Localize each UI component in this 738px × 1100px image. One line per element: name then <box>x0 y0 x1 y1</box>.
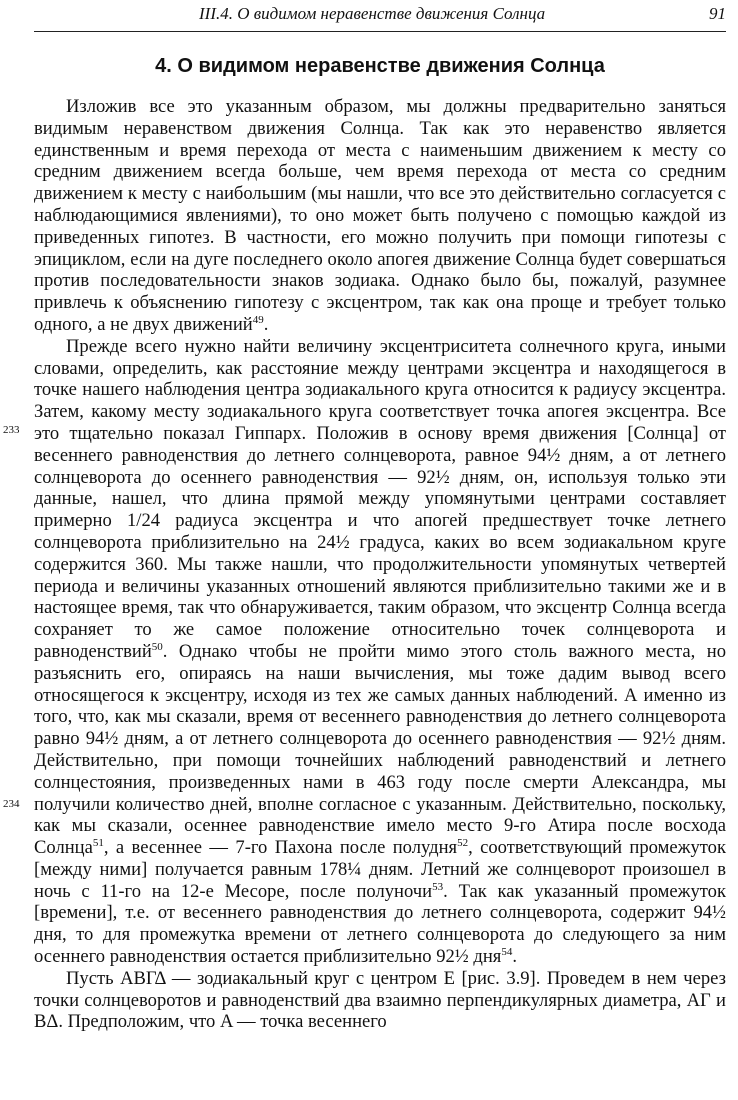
footnote-ref-54: 54 <box>501 945 513 958</box>
page-number: 91 <box>709 4 726 23</box>
paragraph-3: Пусть ΑΒΓΔ — зодиакальный круг с центром Ε [рис. 3.9]. Проведем в нем через точки солнцеворотов и равноденствий два взаимно перпендикулярных диаметра, ΑΓ и ΒΔ. Предположим, что Α — точка весеннего <box>34 967 726 1033</box>
margin-number-234: 234 <box>3 798 20 810</box>
footnote-ref-52: 52 <box>457 836 469 849</box>
paragraph-1: Изложив все это указанным образом, мы должны предварительно заняться видимым неравенством движения Солнца. Так как это неравенство является единственным и время перехода от места с наименьшим движением к месту со средним движением всегда больше, чем время перехода от места со средним движением к месту с наибольшим (мы нашли, что все это действительно согласуется с наблюдающимися явлениями), то оно может быть получено с помощью каждой из приведенных гипотез. В частности, его можно получить при помощи гипотезы с эпициклом, если на дуге последнего около апогея движение Солнца будет совершаться против последовательности знаков зодиака. Однако было бы, пожалуй, разумнее привлечь к объяснению гипотезу с эксцентром, так как она проще и требует только одного, а не двух движений$^{49}$. <box>34 96 726 335</box>
footnote-ref-50: 50 <box>151 640 163 653</box>
footnote-ref-51: 51 <box>92 836 104 849</box>
body-text <box>34 96 726 1033</box>
running-head <box>34 4 726 28</box>
running-head-title: III.4. О видимом неравенстве движения Солнца <box>199 4 546 23</box>
footnote-ref-53: 53 <box>432 880 444 893</box>
margin-number-233: 233 <box>3 424 20 436</box>
footnote-ref-49: 49 <box>252 313 264 326</box>
header-rule <box>34 31 726 32</box>
paragraph-2: Прежде всего нужно найти величину эксцентриситета солнечного круга, иными словами, определить, как расстояние между центрами эксцентра и находящегося в точке нашего наблюдения центра зодиакального круга относится к радиусу эксцентра. Затем, какому месту зодиакального круга соответствует точка апогея эксцентра. Все это тщательно показал Гиппарх. Положив в основу время движения [Солнца] от весеннего равноденствия до летнего солнцеворота, равное 94½ дням, а от летнего солнцеворота до осеннего равноденствия — 92½ дням, он, используя только эти данные, нашел, что длина прямой между упомянутыми центрами составляет примерно 1/24 радиуса эксцентра и что апогей предшествует точке летнего солнцеворота приблизительно на 24½ градуса, каких во всем зодиакальном круге содержится 360. Мы также нашли, что продолжительности упомянутых четвертей периода и величины указанных отношений являются приблизительно такими же и в настоящее время, так что обнаруживается, таким образом, что эксцентр Солнца всегда сохраняет то же самое положение относительно точек солнцеворота и равноденствий$^{50}$. Однако чтобы не пройти мимо этого столь важного места, но разъяснить его, опираясь на наши вычисления, мы тоже дадим вывод всего относящегося к эксцентру, исходя из тех же самых данных наблюдений. А именно из того, что, как мы сказали, время от весеннего равноденствия до летнего солнцеворота равно 94½ дням, а от летнего солнцеворота до осеннего равноденствия — 92½ дням. Действительно, при помощи точнейших наблюдений равноденствий и летнего солнцестояния, произведенных нами в 463 году после смерти Александра, мы получили количество дней, вполне согласное с указанным. Действительно, поскольку, как мы сказали, осеннее равноденствие имело место 9-го Атира после восхода Солнца$^{51}$, а весеннее — 7-го Пахона после полудня$^{52}$, соответствующий промежуток [между ними] получается равным 178¼ дням. Летний же солнцеворот произошел в ночь с 11-го на 12-е Месоре, после полуночи$^{53}$. Так как указанный промежуток [времени], т.е. от весеннего равноденствия до летнего солнцеворота, содержит 94½ дня, то для промежутка времени от летнего солнцеворота до следующего за ним осеннего равноденствия остается приблизительно 92½ дня$^{54}$. <box>34 335 726 968</box>
section-title: 4. О видимом неравенстве движения Солнца <box>155 55 605 77</box>
